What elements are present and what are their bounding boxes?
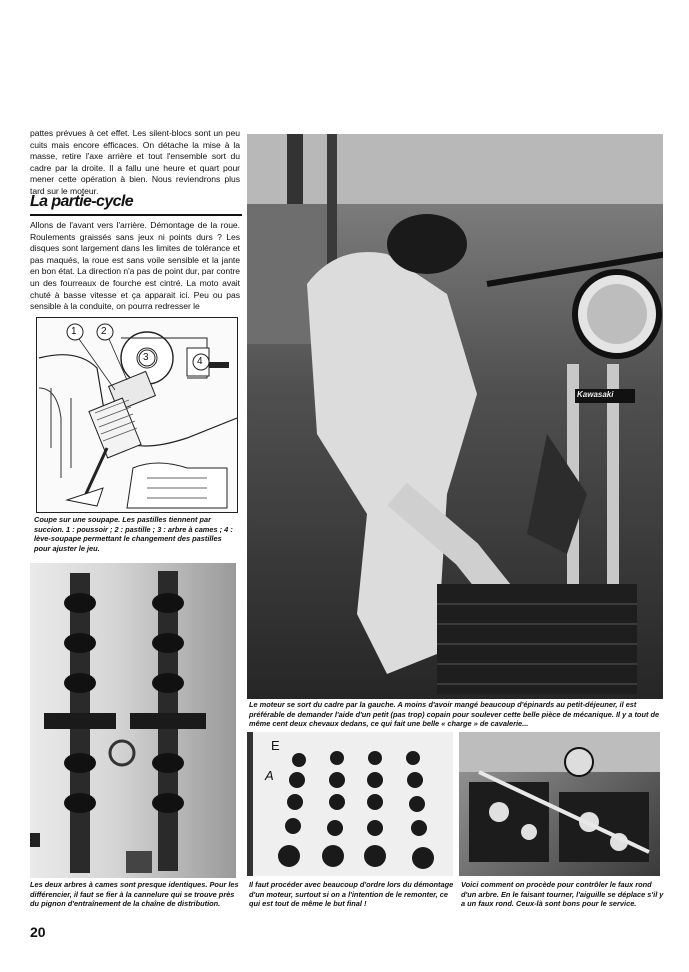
partie-cycle-paragraph: Allons de l'avant vers l'arrière. Démontage de la roue. Roulements graissés sans jeux ni points durs ? Les disques sont largement dans les limites de tolérance et pas maqués, la roue est sans voile sensible et la jante en bon état. La direction n'a pas de point dur, par contre un des fourreaux de fourche est cintré. La moto avait chuté à basse vitesse et ça apparait ici. Peu ou pas sensible à la conduite, on pourra redresser le — [30, 220, 240, 312]
valves-mark-e: E — [271, 738, 280, 753]
valve-diagram-caption: Coupe sur une soupape. Les pastilles tiennent par succion. 1 : poussoir ; 2 : pastille ; 3 : arbre à cames ; 4 : lève-soupape permettant le changement des pastilles pour ajuster le jeu. — [34, 515, 233, 553]
valve-diagram-drawing — [37, 318, 237, 512]
diagram-label-3: 3 — [143, 352, 149, 363]
diagram-label-4: 4 — [197, 356, 203, 367]
valve-diagram — [36, 317, 238, 513]
diagram-label-1: 1 — [71, 326, 77, 337]
page-number: 20 — [30, 924, 46, 940]
valves-caption: Il faut procéder avec beaucoup d'ordre lors du démontage d'un moteur, surtout si on a l'intention de le remonter, ce qui est tout de même le but final ! — [249, 880, 454, 909]
dial-gauge-drawing — [459, 732, 660, 876]
dial-gauge-photo — [459, 732, 660, 876]
dial-gauge-caption: Voici comment on procède pour contrôler le faux rond d'un arbre. En le faisant tourner, l'aiguille se déplace s'il y a un faux rond. Ceux-là sont bons pour le service. — [461, 880, 664, 909]
camshafts-photo — [30, 563, 236, 878]
kawasaki-badge: Kawasaki — [577, 390, 614, 399]
heading-rule — [30, 214, 242, 216]
main-photo-caption: Le moteur se sort du cadre par la gauche. A moins d'avoir mangé beaucoup d'épinards au petit-déjeuner, il est préférable de demander l'aide d'un petit (pas trop) copain pour soulever cette belle pièce de mécanique. Il y a tout de même cent deux chevaux dedans, ce qui fait une belle « charge » de cavalerie... — [249, 700, 660, 729]
main-photo — [247, 134, 663, 699]
valves-photo — [247, 732, 453, 876]
valves-drawing — [247, 732, 453, 876]
camshafts-drawing — [30, 563, 236, 878]
main-photo-drawing — [247, 134, 663, 699]
camshafts-caption: Les deux arbres à cames sont presque identiques. Pour les différencier, il faut se fier à la cannelure qui se trouve près du pignon d'entraînement de la chaîne de distribution. — [30, 880, 239, 909]
diagram-label-2: 2 — [101, 326, 107, 337]
section-heading: La partie-cycle — [30, 193, 134, 210]
intro-paragraph: pattes prévues à cet effet. Les silent-blocs sont un peu cuits mais encore efficaces. On détache la mise à la masse, retire l'axe arrière et tout l'ensemble sort du cadre par la droite. Il a fallu une heure et quart pour mener cette opération à bien. Nous reviendrons plus tard sur le moteur. — [30, 128, 240, 196]
valves-mark-a: A — [265, 768, 274, 783]
